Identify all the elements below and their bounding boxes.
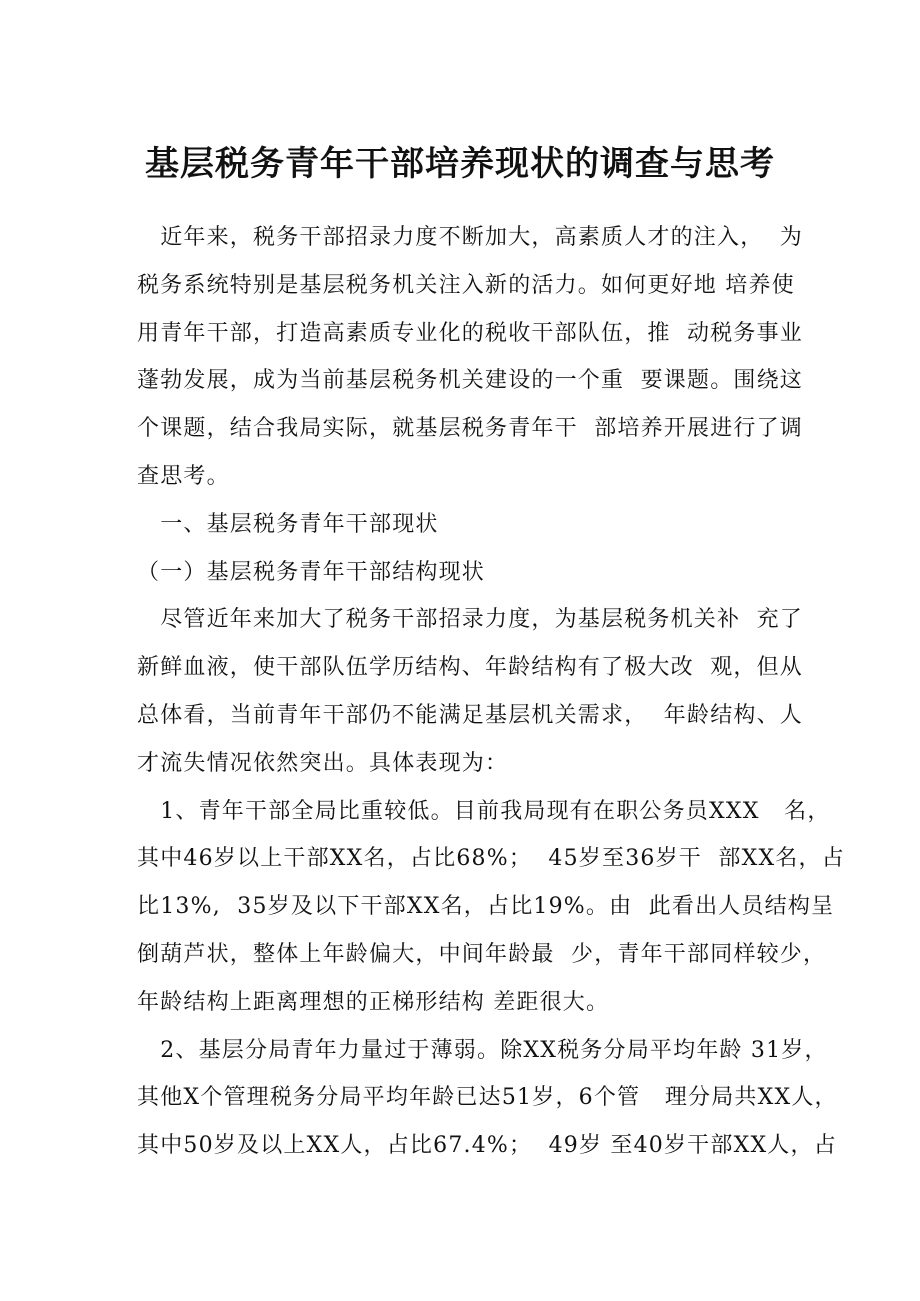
document-title: 基层税务青年干部培养现状的调查与思考 [145,144,775,184]
paragraph-line: 近年来，税务干部招录力度不断加大，高素质人才的注入， 为 [137,225,803,250]
paragraph-line: 蓬勃发展，成为当前基层税务机关建设的一个重 要课题。围绕这 [137,368,803,394]
paragraph-line: 总体看，当前青年干部仍不能满足基层机关需求， 年龄结构、人 [137,702,803,728]
paragraph-line: 比13%, 35岁及以下干部XX名，占比19%。由 此看出人员结构呈 [137,894,835,920]
paragraph-line: 尽管近年来加大了税务干部招录力度，为基层税务机关补 充了 [137,607,803,633]
paragraph-line: 1、青年干部全局比重较低。目前我局现有在职公务员XXX 名， [137,798,831,824]
paragraph-line: 其中50岁及以上XX人，占比67.4%； 49岁 至40岁干部XX人，占 [137,1133,837,1159]
paragraph-line: 新鲜血液，使干部队伍学历结构、年龄结构有了极大改 观，但从 [137,655,803,681]
document-body [137,214,845,1170]
paragraph-line: 2、基层分局青年力量过于薄弱。除XX税务分局平均年龄 31岁， [137,1037,828,1063]
subsection-heading: （一）基层税务青年干部结构现状 [137,559,486,585]
paragraph-line: 税务系统特别是基层税务机关注入新的活力。如何更好地 培养使 [137,272,795,298]
paragraph-line: 用青年干部，打造高素质专业化的税收干部队伍，推 动税务事业 [137,320,803,346]
paragraph-line: 其中46岁以上干部XX名，占比68%； 45岁至36岁干 部XX名，占 [137,846,845,872]
paragraph-line: 查思考。 [137,463,230,489]
paragraph-line: 个课题，结合我局实际，就基层税务青年干 部培养开展进行了调 [137,416,803,442]
paragraph-line: 倒葫芦状，整体上年龄偏大，中间年龄最 少，青年干部同样较少， [137,941,827,967]
paragraph-line: 年龄结构上距离理想的正梯形结构 差距很大。 [137,989,610,1015]
paragraph-line: 其他X个管理税务分局平均年龄已达51岁，6个管 理分局共XX人， [137,1085,838,1111]
paragraph-line: 才流失情况依然突出。具体表现为： [137,750,509,776]
section-heading: 一、基层税务青年干部现状 [137,511,439,537]
